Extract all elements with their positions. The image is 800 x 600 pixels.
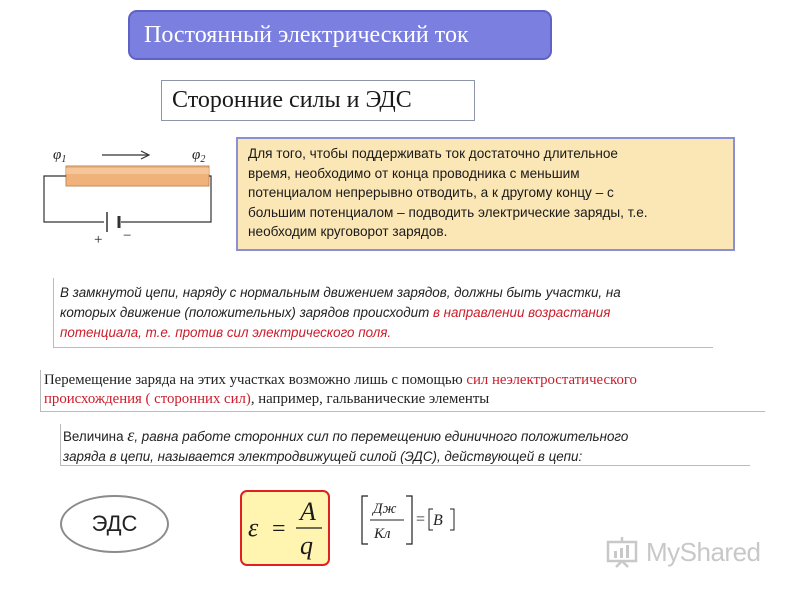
slide-title-text: Постоянный электрический ток <box>144 21 469 48</box>
paragraph-line <box>44 390 765 409</box>
myshared-logo <box>606 536 761 568</box>
paragraph-line <box>44 371 765 390</box>
emf-formula <box>240 490 330 566</box>
emf-definition-paragraph <box>60 424 750 466</box>
slide-title <box>128 10 552 60</box>
paragraph-text: , например, гальванические элементы <box>250 391 490 407</box>
bracket-left <box>362 496 368 544</box>
external-forces-paragraph <box>40 370 765 412</box>
presentation-board-icon <box>606 536 640 568</box>
paragraph-line <box>60 303 713 323</box>
info-line: потенциалом непрерывно отводить, а к другому концу – с <box>248 185 614 200</box>
highlight-text: происхождения ( сторонних сил) <box>44 391 251 407</box>
paragraph-text: которых движение (положительных) зарядов происходит <box>60 305 433 320</box>
epsilon-symbol: ε <box>127 425 135 445</box>
current-arrow <box>102 151 149 159</box>
slide-subtitle <box>161 80 475 121</box>
formula-numerator: A <box>300 497 316 526</box>
phi2-label: $\varphi_2$ <box>192 147 206 165</box>
units-formula <box>356 492 466 548</box>
paragraph-text: , равна работе сторонних сил по перемещению единичного положительного <box>134 429 629 444</box>
paragraph-line <box>63 425 750 447</box>
emf-label: ЭДС <box>91 511 138 536</box>
info-line: большим потенциалом – подводить электрические заряды, т.е. <box>248 204 648 220</box>
info-box <box>236 137 735 251</box>
slide-subtitle-text: Сторонние силы и ЭДС <box>172 87 412 113</box>
paragraph-text: Перемещение заряда на этих участках возможно лишь с помощью <box>44 372 467 388</box>
minus-sign: − <box>123 228 132 244</box>
info-line: время, необходимо от конца проводника с меньшим <box>248 165 580 181</box>
info-line: необходим круговорот зарядов. <box>248 224 448 239</box>
paragraph-line: В замкнутой цепи, наряду с нормальным движением зарядов, должны быть участки, на <box>60 285 621 300</box>
conductor-highlight <box>66 168 209 174</box>
logo-text: MyShared <box>646 536 761 567</box>
units-equals: = <box>416 511 426 528</box>
phi1-label: $\varphi_1$ <box>53 147 67 165</box>
paragraph-line: заряда в цепи, называется электродвижущей силой (ЭДС), действующей в цепи: <box>63 449 583 464</box>
formula-denominator: q <box>300 531 313 560</box>
bracket-right-small <box>450 509 454 530</box>
info-line: Для того, чтобы поддерживать ток достаточно длительное <box>248 146 618 161</box>
plus-sign: + <box>94 232 103 248</box>
units-denominator: Кл <box>374 526 391 542</box>
bracket-right <box>406 496 412 544</box>
highlight-line: потенциала, т.е. против сил электрического поля. <box>60 325 392 340</box>
circuit-diagram <box>40 142 220 254</box>
formula-epsilon: ε <box>248 513 259 542</box>
units-numerator: Дж <box>373 501 397 517</box>
formula-svg <box>242 492 328 564</box>
highlight-text: сил неэлектростатического <box>466 372 637 388</box>
formula-equals: = <box>272 516 286 542</box>
paragraph-text: Величина <box>63 429 128 444</box>
emf-label-ellipse <box>60 495 169 553</box>
highlight-text: в направлении возрастания <box>432 305 611 320</box>
units-result: В <box>433 512 443 529</box>
closed-circuit-paragraph <box>53 278 713 348</box>
